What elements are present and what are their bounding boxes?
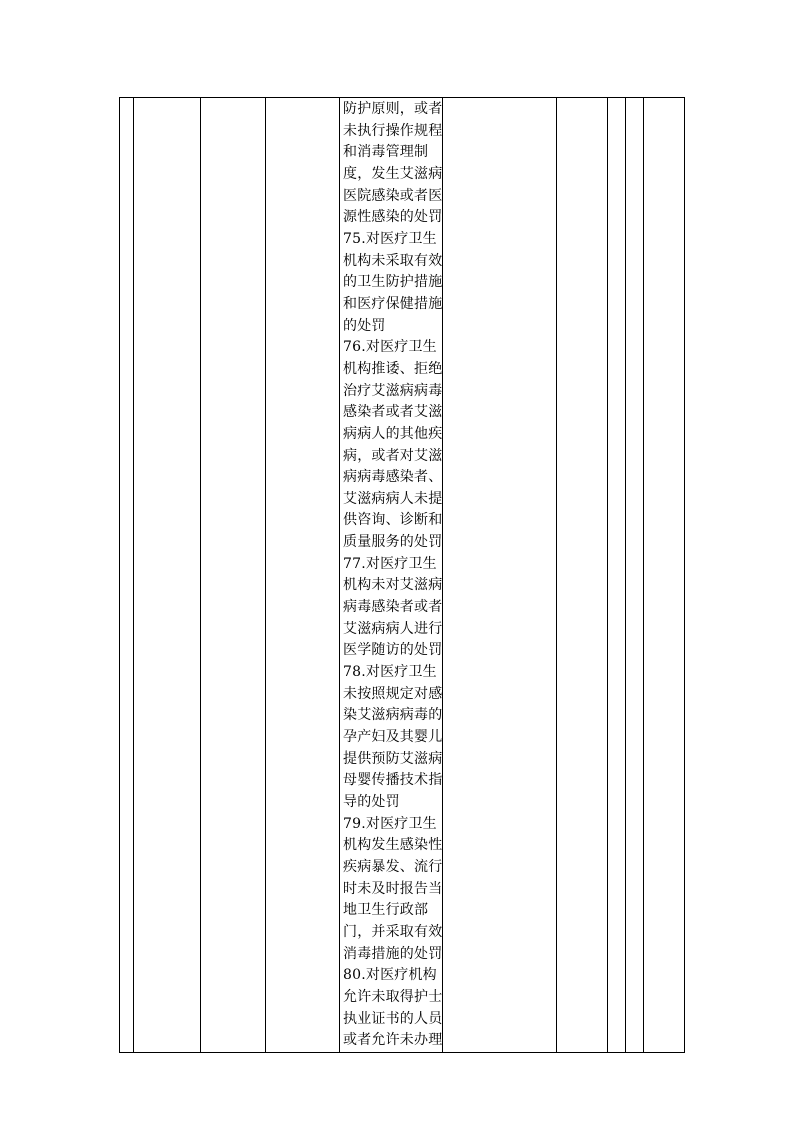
text-line: 消毒措施的处罚	[343, 945, 443, 962]
text-line: 时未及时报告当	[343, 880, 443, 897]
text-line: 导的处罚	[343, 794, 400, 810]
text-line: 提供预防艾滋病	[343, 750, 443, 767]
table-cell-1	[120, 98, 134, 1053]
text-line: 染艾滋病病毒的	[343, 707, 443, 724]
text-line: 地卫生行政部	[343, 902, 429, 919]
text-line: 未按照规定对感	[343, 685, 443, 702]
text-line: 艾滋病病人进行	[343, 620, 443, 637]
text-line: 的卫生防护措施	[343, 274, 443, 291]
text-line: 疾病暴发、流行	[343, 858, 443, 875]
penalty-items-cell	[340, 98, 443, 1053]
text-line: 和消毒管理制	[343, 144, 429, 161]
text-line: 机构推诿、拒绝	[343, 360, 443, 377]
text-line: 门，并采取有效	[343, 923, 443, 940]
text-line: 母婴传播技术指	[343, 772, 443, 789]
table-cell-3	[201, 98, 266, 1053]
table-cell-10	[644, 98, 685, 1053]
text-line: 医院感染或者医	[343, 187, 443, 204]
text-line: 艾滋病病人未提	[343, 490, 443, 507]
text-line: 供咨询、诊断和	[343, 512, 443, 529]
text-line: 质量服务的处罚	[343, 534, 443, 551]
text-line: 78.对医疗卫生	[343, 664, 437, 681]
text-line: 机构未对艾滋病	[343, 577, 443, 594]
text-line: 机构发生感染性	[343, 837, 443, 854]
text-line: 治疗艾滋病病毒	[343, 382, 443, 399]
text-line: 机构未采取有效	[343, 252, 443, 269]
document-table	[119, 97, 685, 1053]
text-line: 79.对医疗卫生	[343, 815, 437, 832]
text-line: 防护原则，或者	[343, 101, 443, 117]
text-line: 和医疗保健措施	[343, 295, 443, 312]
table-row	[120, 98, 685, 1053]
text-line: 病病人的其他疾	[343, 425, 443, 442]
text-line: 的处罚	[343, 317, 386, 334]
text-line: 75.对医疗卫生	[343, 230, 437, 247]
text-line: 允许未取得护士	[343, 988, 443, 1005]
text-line: 感染者或者艾滋	[343, 404, 443, 421]
table-cell-6	[443, 98, 557, 1053]
text-line: 执业证书的人员	[343, 1010, 443, 1027]
text-line: 源性感染的处罚	[343, 209, 443, 226]
table-cell-2	[134, 98, 201, 1053]
table-cell-9	[626, 98, 644, 1053]
text-line: 病病毒感染者、	[343, 469, 443, 486]
text-line: 或者允许未办理	[343, 1032, 443, 1049]
text-line: 医学随访的处罚	[343, 642, 443, 659]
text-line: 80.对医疗机构	[343, 967, 437, 984]
text-line: 孕产妇及其婴儿	[343, 729, 443, 746]
text-line: 度，发生艾滋病	[343, 165, 443, 182]
text-line: 77.对医疗卫生	[343, 555, 437, 572]
text-line: 病，或者对艾滋	[343, 447, 443, 464]
text-line: 76.对医疗卫生	[343, 339, 437, 356]
text-line: 病毒感染者或者	[343, 599, 443, 616]
table-cell-8	[608, 98, 626, 1053]
text-line: 未执行操作规程	[343, 122, 443, 139]
table-cell-4	[266, 98, 340, 1053]
table-cell-7	[557, 98, 608, 1053]
